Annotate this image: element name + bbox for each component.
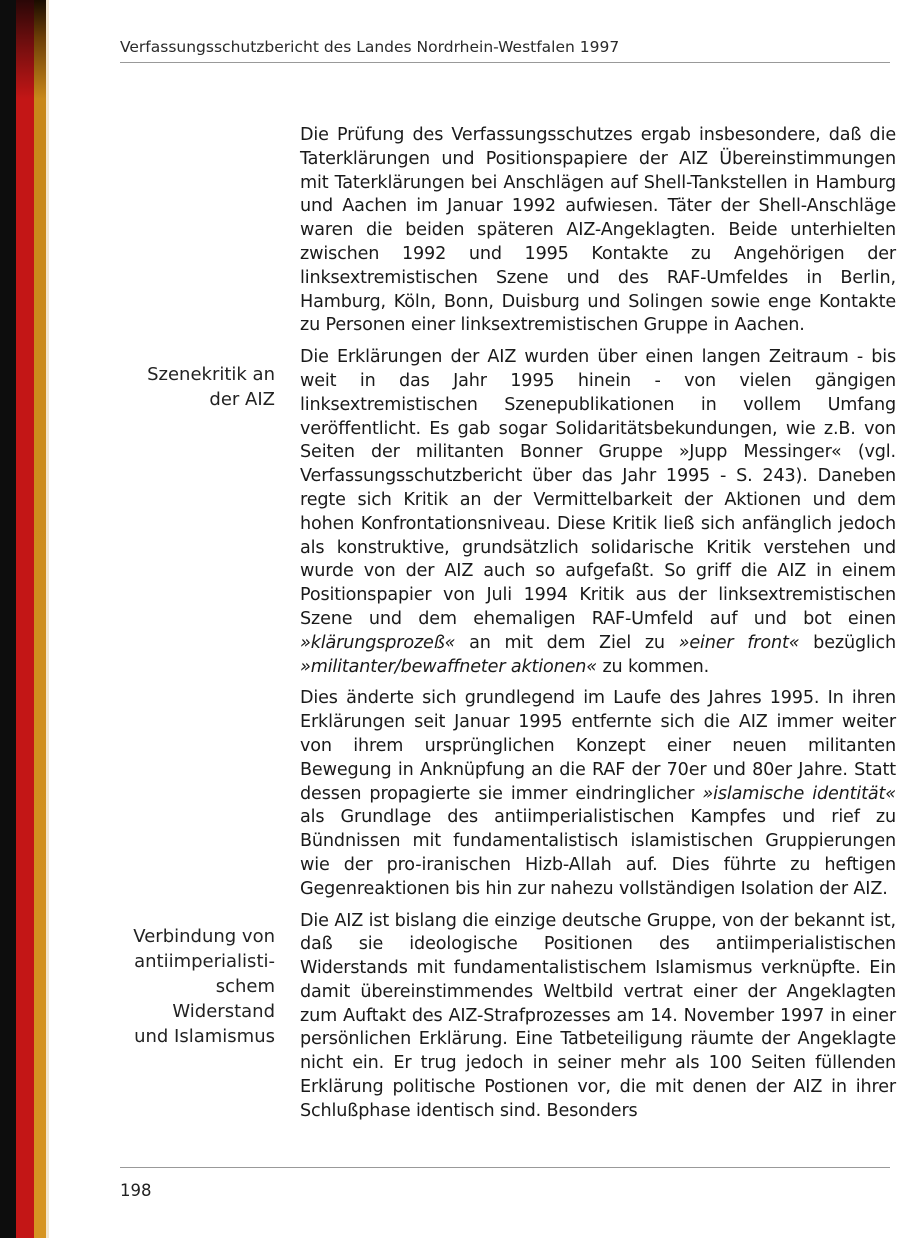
paragraph-4: Die AIZ ist bislang die einzige deutsche Gruppe, von der bekannt ist, daß sie ideologische Positionen des antiimperialistischen Widerstands mit fundamentalistischem Islamismus verknüpfte. Ein damit übereinstimmendes Weltbild vertrat einer der Angeklagten zum Auftakt des AIZ-Strafprozesses am 14. November 1997 in einer persönlichen Erklärung. Eine Tatbeteiligung räumte der Angeklagte nicht ein. Er trug jedoch in seiner mehr als 100 Seiten füllenden Erklärung politische Postionen vor, die mit denen der AIZ in ihrer Schlußphase identisch sind. Besonders xyxy=(300,910,896,1121)
binding-band-gold xyxy=(34,0,46,1238)
italic-quote: »militanter/bewaffneter aktionen« xyxy=(300,656,598,677)
paragraph-text: an mit dem Ziel zu xyxy=(455,632,679,653)
binding-band-red xyxy=(16,0,34,1238)
paragraph-text: zu kommen. xyxy=(597,656,710,677)
margin-note-line: Szenekritik an xyxy=(147,364,275,385)
margin-note-line: der AIZ xyxy=(209,389,275,410)
binding-band-black xyxy=(0,0,16,1238)
margin-note-line: Verbindung von xyxy=(133,926,275,947)
italic-quote: »einer front« xyxy=(678,632,800,653)
header-rule xyxy=(120,62,890,63)
paragraph-text: Dies änderte sich grundlegend im Laufe des Jahres 1995. In ihren Erklärungen seit Januar 1995 entfernte sich die AIZ immer weiter von ihrem ursprünglichen Konzept einer neuen militanten Bewegung in Anknüpfung an die RAF der 70er und 80er Jahre. Statt dessen propagierte sie immer eindringlicher xyxy=(300,688,896,804)
footer-rule xyxy=(120,1167,890,1168)
paragraph-2 xyxy=(300,346,896,679)
margin-note-line: schem Widerstand xyxy=(172,976,275,1022)
paragraph-text: bezüglich xyxy=(799,632,896,653)
margin-note-line: antiimperialisti- xyxy=(134,951,275,972)
paragraph-3 xyxy=(300,687,896,901)
running-header: Verfassungsschutzbericht des Landes Nordrhein-Westfalen 1997 xyxy=(120,38,620,56)
italic-quote: »klärungsprozeß« xyxy=(300,632,456,653)
paragraph-1: Die Prüfung des Verfassungsschutzes ergab insbesondere, daß die Taterklärungen und Positionspapiere der AIZ Übereinstimmungen mit Taterklärungen bei Anschlägen auf Shell-Tankstellen in Hamburg und Aachen im Januar 1992 aufwiesen. Täter der Shell-Anschläge waren die beiden späteren AIZ-Angeklagten. Beide unterhielten zwischen 1992 und 1995 Kontakte zu Angehörigen der linksextremistischen Szene und des RAF-Umfeldes in Berlin, Hamburg, Köln, Bonn, Duisburg und Solingen sowie enge Kontakte zu Personen einer linksextremistischen Gruppe in Aachen. xyxy=(300,125,896,336)
page-number: 198 xyxy=(120,1181,152,1200)
paragraph-text: Die Erklärungen der AIZ wurden über einen langen Zeitraum - bis weit in das Jahr 1995 hinein - von vielen gängigen linksextremistischen Szenepublikationen in vollem Umfang veröffentlicht. Es gab sogar Solidaritätsbekundungen, wie z.B. von Seiten der militanten Bonner Gruppe »Jupp Messinger« (vgl. Verfassungsschutzbericht über das Jahr 1995 - S. 243). Daneben regte sich Kritik an der Vermittelbarkeit der Aktionen und dem hohen Konfrontationsniveau. Diese Kritik ließ sich anfänglich jedoch als konstruktive, grundsätzlich solidarische Kritik verstehen und wurde von der AIZ auch so aufgefaßt. So griff die AIZ in einem Positionspapier von Juli 1994 Kritik aus der linksextremistischen Szene und dem ehemaligen RAF-Umfeld auf und bot einen xyxy=(300,347,896,629)
margin-note-szenekritik xyxy=(112,362,275,412)
italic-quote: »islamische identität« xyxy=(702,783,896,804)
margin-note-verbindung xyxy=(112,924,275,1049)
paragraph-text: als Grundlage des antiimperialistischen Kampfes und rief zu Bündnissen mit fundamentalistisch islamistischen Gruppierungen wie der pro-iranischen Hizb-Allah auf. Dies führte zu heftigen Gegenreaktionen bis hin zur nahezu vollständigen Isolation der AIZ. xyxy=(300,807,896,899)
margin-note-line: und Islamismus xyxy=(134,1026,275,1047)
body-text xyxy=(300,124,896,1132)
binding-band-edge xyxy=(46,0,49,1238)
